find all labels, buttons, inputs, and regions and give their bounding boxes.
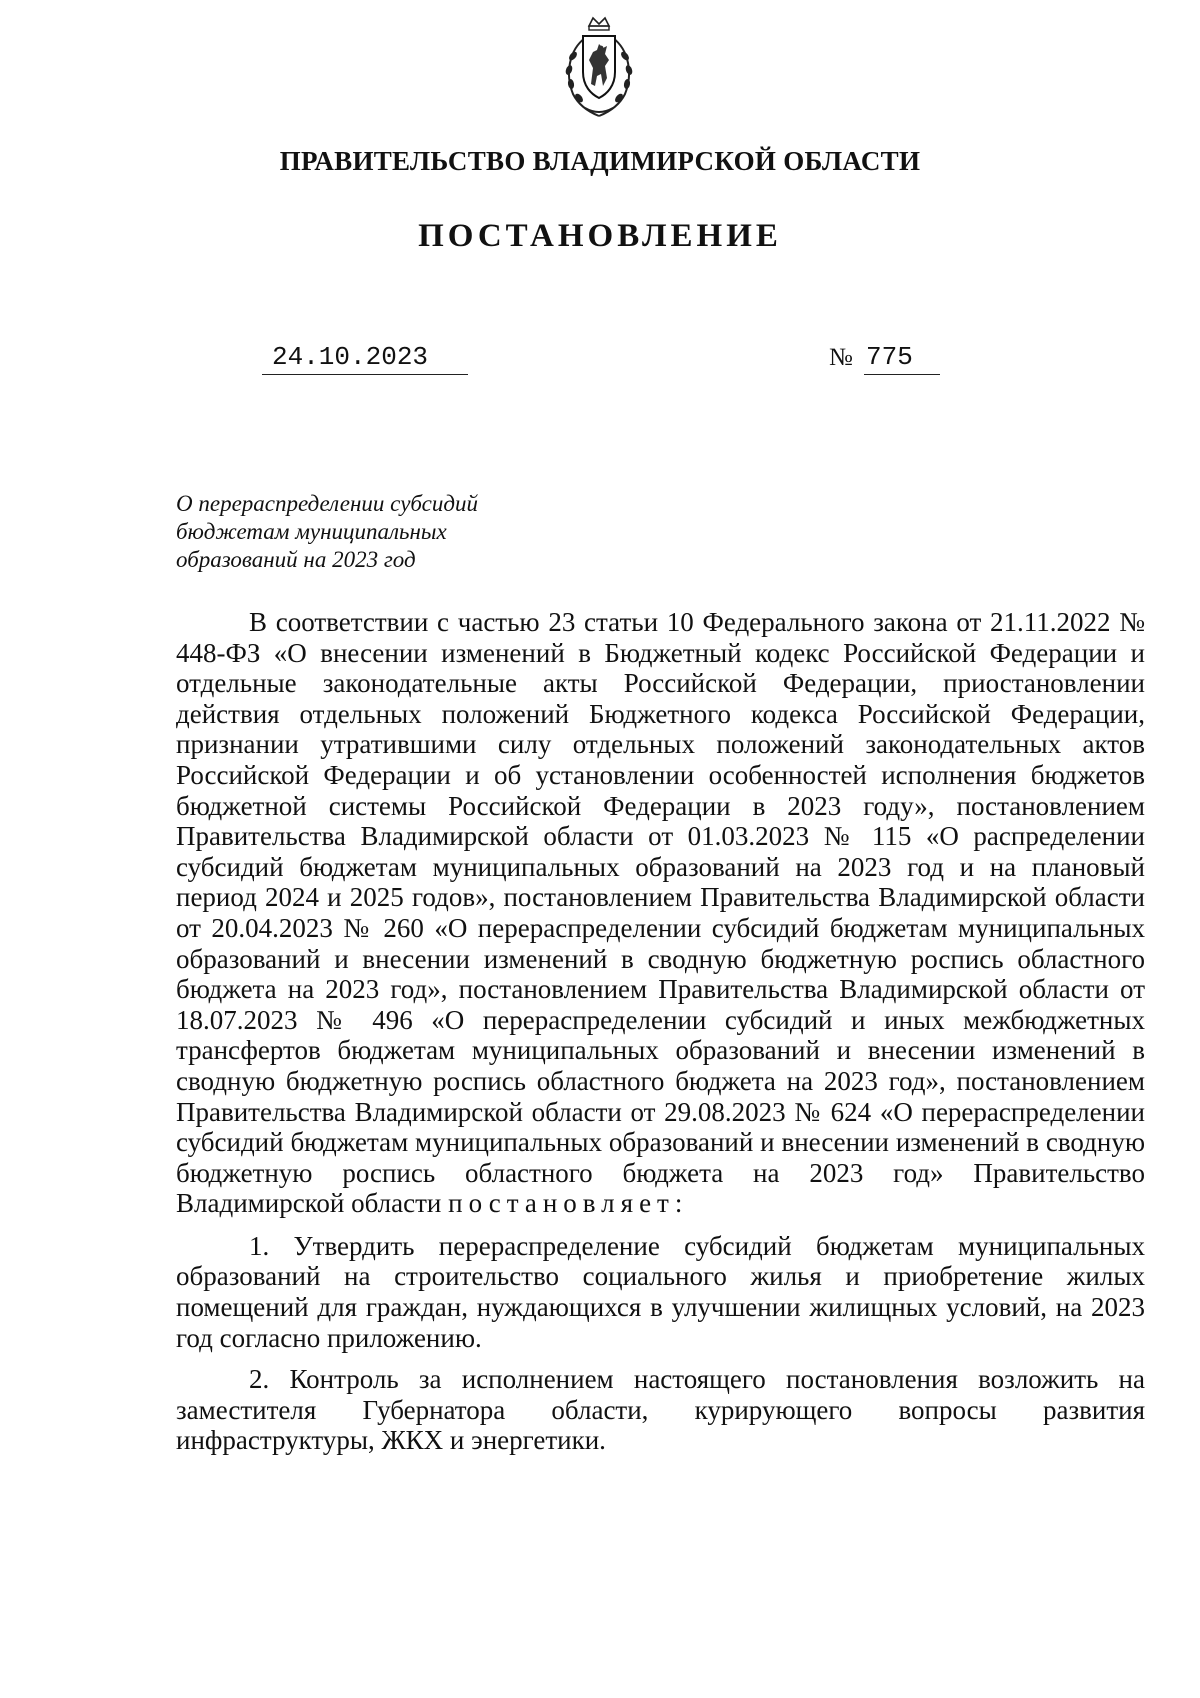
number-sign: № (829, 344, 853, 371)
document-body (176, 607, 1145, 1456)
date-field (262, 342, 468, 375)
document-subject (176, 490, 556, 574)
preamble-text: В соответствии с частью 23 статьи 10 Федерального закона от 21.11.2022 № 448-ФЗ «О внесении изменений в Бюджетный кодекс Российской Федерации и отдельные законодательные акты Российской Федерации, приостановлении действия отдельных положений Бюджетного кодекса Российской Федерации, признании утратившими силу отдельных положений законодательных актов Российской Федерации и об установлении особенностей исполнения бюджетов бюджетной системы Российской Федерации в 2023 году», постановлением Правительства Владимирской области от 01.03.2023 № 115 «О распределении субсидий бюджетам муниципальных образований на 2023 год и на плановый период 2024 и 2025 годов», постановлением Правительства Владимирской области от 20.04.2023 № 260 «О перераспределении субсидий бюджетам муниципальных образований и внесении изменений в сводную бюджетную роспись областного бюджета на 2023 год», постановлением Правительства Владимирской области от 18.07.2023 № 496 «О перераспределении субсидий и иных межбюджетных трансфертов бюджетам муниципальных образований и внесении изменений в сводную бюджетную роспись областного бюджета на 2023 год», постановлением Правительства Владимирской области от 29.08.2023 № 624 «О перераспределении субсидий бюджетам муниципальных образований и внесении изменений в сводную бюджетную роспись областного бюджета на 2023 год» Правительство Владимирской области (176, 607, 1145, 1219)
item-2-paragraph: 2. Контроль за исполнением настоящего постановления возложить на заместителя Губернатора области, курирующего вопросы развития инфраструктуры, ЖКХ и энергетики. (176, 1364, 1145, 1456)
subject-line: образований на 2023 год (176, 547, 416, 572)
item-1-paragraph: 1. Утвердить перераспределение субсидий бюджетам муниципальных образований на строительство социального жилья и приобретение жилых помещений для граждан, нуждающихся в улучшении жилищных условий, на 2023 год согласно приложению. (176, 1230, 1145, 1353)
organization-title: ПРАВИТЕЛЬСТВО ВЛАДИМИРСКОЙ ОБЛАСТИ (279, 146, 921, 176)
decree-word: постановляет: (448, 1188, 689, 1219)
number-field (829, 342, 939, 374)
number-underline (864, 342, 940, 375)
document-date: 24.10.2023 (272, 342, 429, 372)
subject-line: О перераспределении субсидий (176, 491, 479, 516)
preamble-paragraph (176, 607, 1145, 1219)
subject-line: бюджетам муниципальных (176, 519, 447, 544)
document-type-title: ПОСТАНОВЛЕНИЕ (418, 218, 782, 254)
document-number: 775 (866, 342, 913, 372)
coat-of-arms-icon (551, 16, 647, 120)
